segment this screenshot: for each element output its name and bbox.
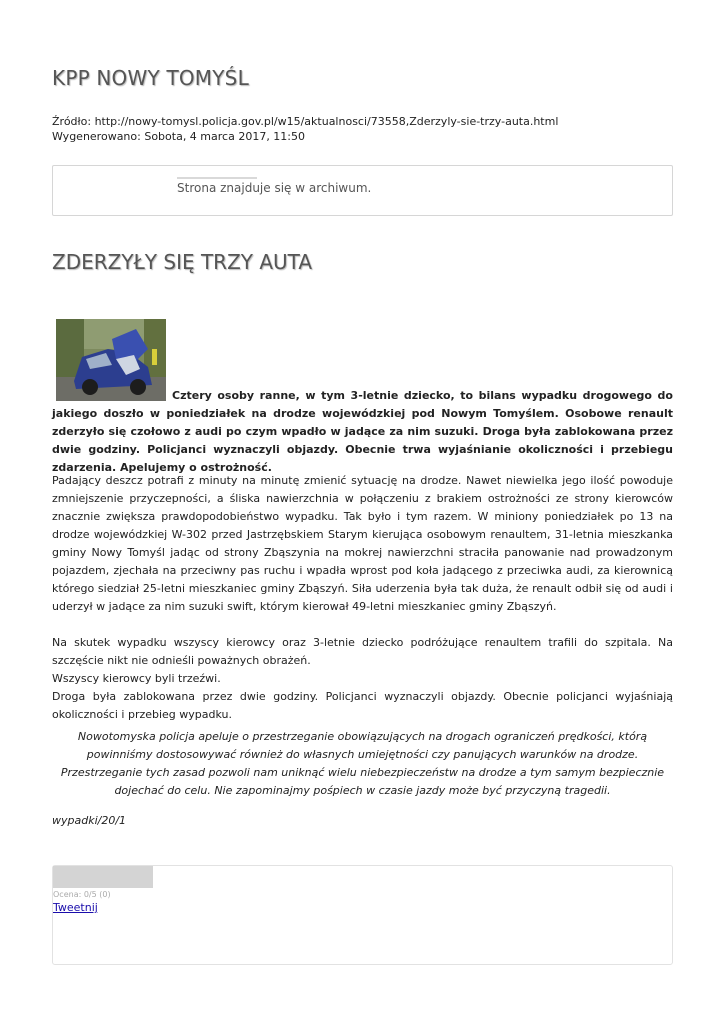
source-url: Źródło: http://nowy-tomysl.policja.gov.pl/w15/aktualnosci/73558,Zderzyly-sie-trzy-auta.html bbox=[52, 115, 559, 128]
rating-panel bbox=[52, 865, 673, 965]
paragraph: Wszyscy kierowcy byli trzeźwi. bbox=[52, 672, 221, 685]
tweet-link[interactable]: Tweetnij bbox=[53, 901, 98, 914]
article-lead: Cztery osoby ranne, w tym 3-letnie dziecko, to bilans wypadku drogowego do jakiego doszło w poniedziałek na drodze wojewódzkiej pod Nowym Tomyślem. Osobowe renault zderzyło się czołowo z audi po czym wpadło w jadące za nim suzuki. Droga była zablokowana przez dwie godziny. Policjanci wyznaczyli objazdy. Obecnie trwa wyjaśnianie okoliczności i przebiegu zdarzenia. Apelujemy o ostrożność. bbox=[52, 389, 673, 474]
archive-bar bbox=[177, 177, 257, 179]
paragraph: Na skutek wypadku wszyscy kierowcy oraz 3-letnie dziecko podróżujące renaultem trafili do szpitala. Na szczęście nikt nie odnieśli poważnych obrażeń. bbox=[52, 636, 673, 667]
generated-date: Wygenerowano: Sobota, 4 marca 2017, 11:50 bbox=[52, 130, 306, 143]
article-tag: wypadki/20/1 bbox=[52, 814, 127, 827]
paragraph: Droga była zablokowana przez dwie godziny. Policjanci wyznaczyli objazdy. Obecnie policjanci wyjaśniają okoliczności i przebieg wypadku. bbox=[52, 690, 673, 721]
paragraph: Padający deszcz potrafi z minuty na minutę zmienić sytuację na drodze. Nawet niewielka jego ilość powoduje zmniejszenie przyczepności, a śliska nawierzchnia w połączeniu z brakiem ostrożności ze strony kierowców znacznie zwiększa prawdopodobieństwo wypadku. Tak było i tym razem. W miniony poniedziałek po 13 na drodze wojewódzkiej W-302 przed Jastrzębskiem Starym kierująca osobowym renaultem, 31-letnia mieszkanka gminy Nowy Tomyśl jadąc od strony Zbąszynia na mokrej nawierzchni straciła panowanie nad prowadzonym pojazdem, zjechała na przeciwny pas ruchu i wpadła wprost pod koła jadącego z przeciwka audi, za kierownicą którego siedział 25-letni mieszkaniec gminy Zbąszyń. Siła uderzenia była tak duża, że renault odbił się od audi i uderzył w jadące za nim suzuki swift, którym kierował 49-letni mieszkaniec gminy Zbąszyń. bbox=[52, 474, 673, 613]
rating-stars[interactable] bbox=[53, 866, 153, 888]
rating-text: Ocena: 0/5 (0) bbox=[53, 890, 111, 899]
site-title: KPP NOWY TOMYŚL bbox=[52, 66, 249, 90]
print-meta bbox=[52, 114, 558, 144]
accident-photo bbox=[56, 319, 166, 401]
article-lead-block bbox=[52, 319, 673, 477]
archive-notice bbox=[52, 165, 673, 216]
police-appeal: Nowotomyska policja apeluje o przestrzeganie obowiązujących na drogach ograniczeń prędkości, którą powinniśmy dostosowywać również do własnych umiejętności czy panujących warunków na drodze. Przestrzeganie tych zasad pozwoli nam uniknąć wielu niebezpieczeństw na drodze a tym samym bezpiecznie dojechać do celu. Nie zapominajmy pośpiech w czasie jazdy może być przyczyną tragedii. bbox=[60, 730, 665, 797]
article-title: ZDERZYŁY SIĘ TRZY AUTA bbox=[52, 250, 313, 274]
article-body bbox=[52, 472, 673, 724]
archive-message: Strona znajduje się w archiwum. bbox=[177, 181, 372, 195]
